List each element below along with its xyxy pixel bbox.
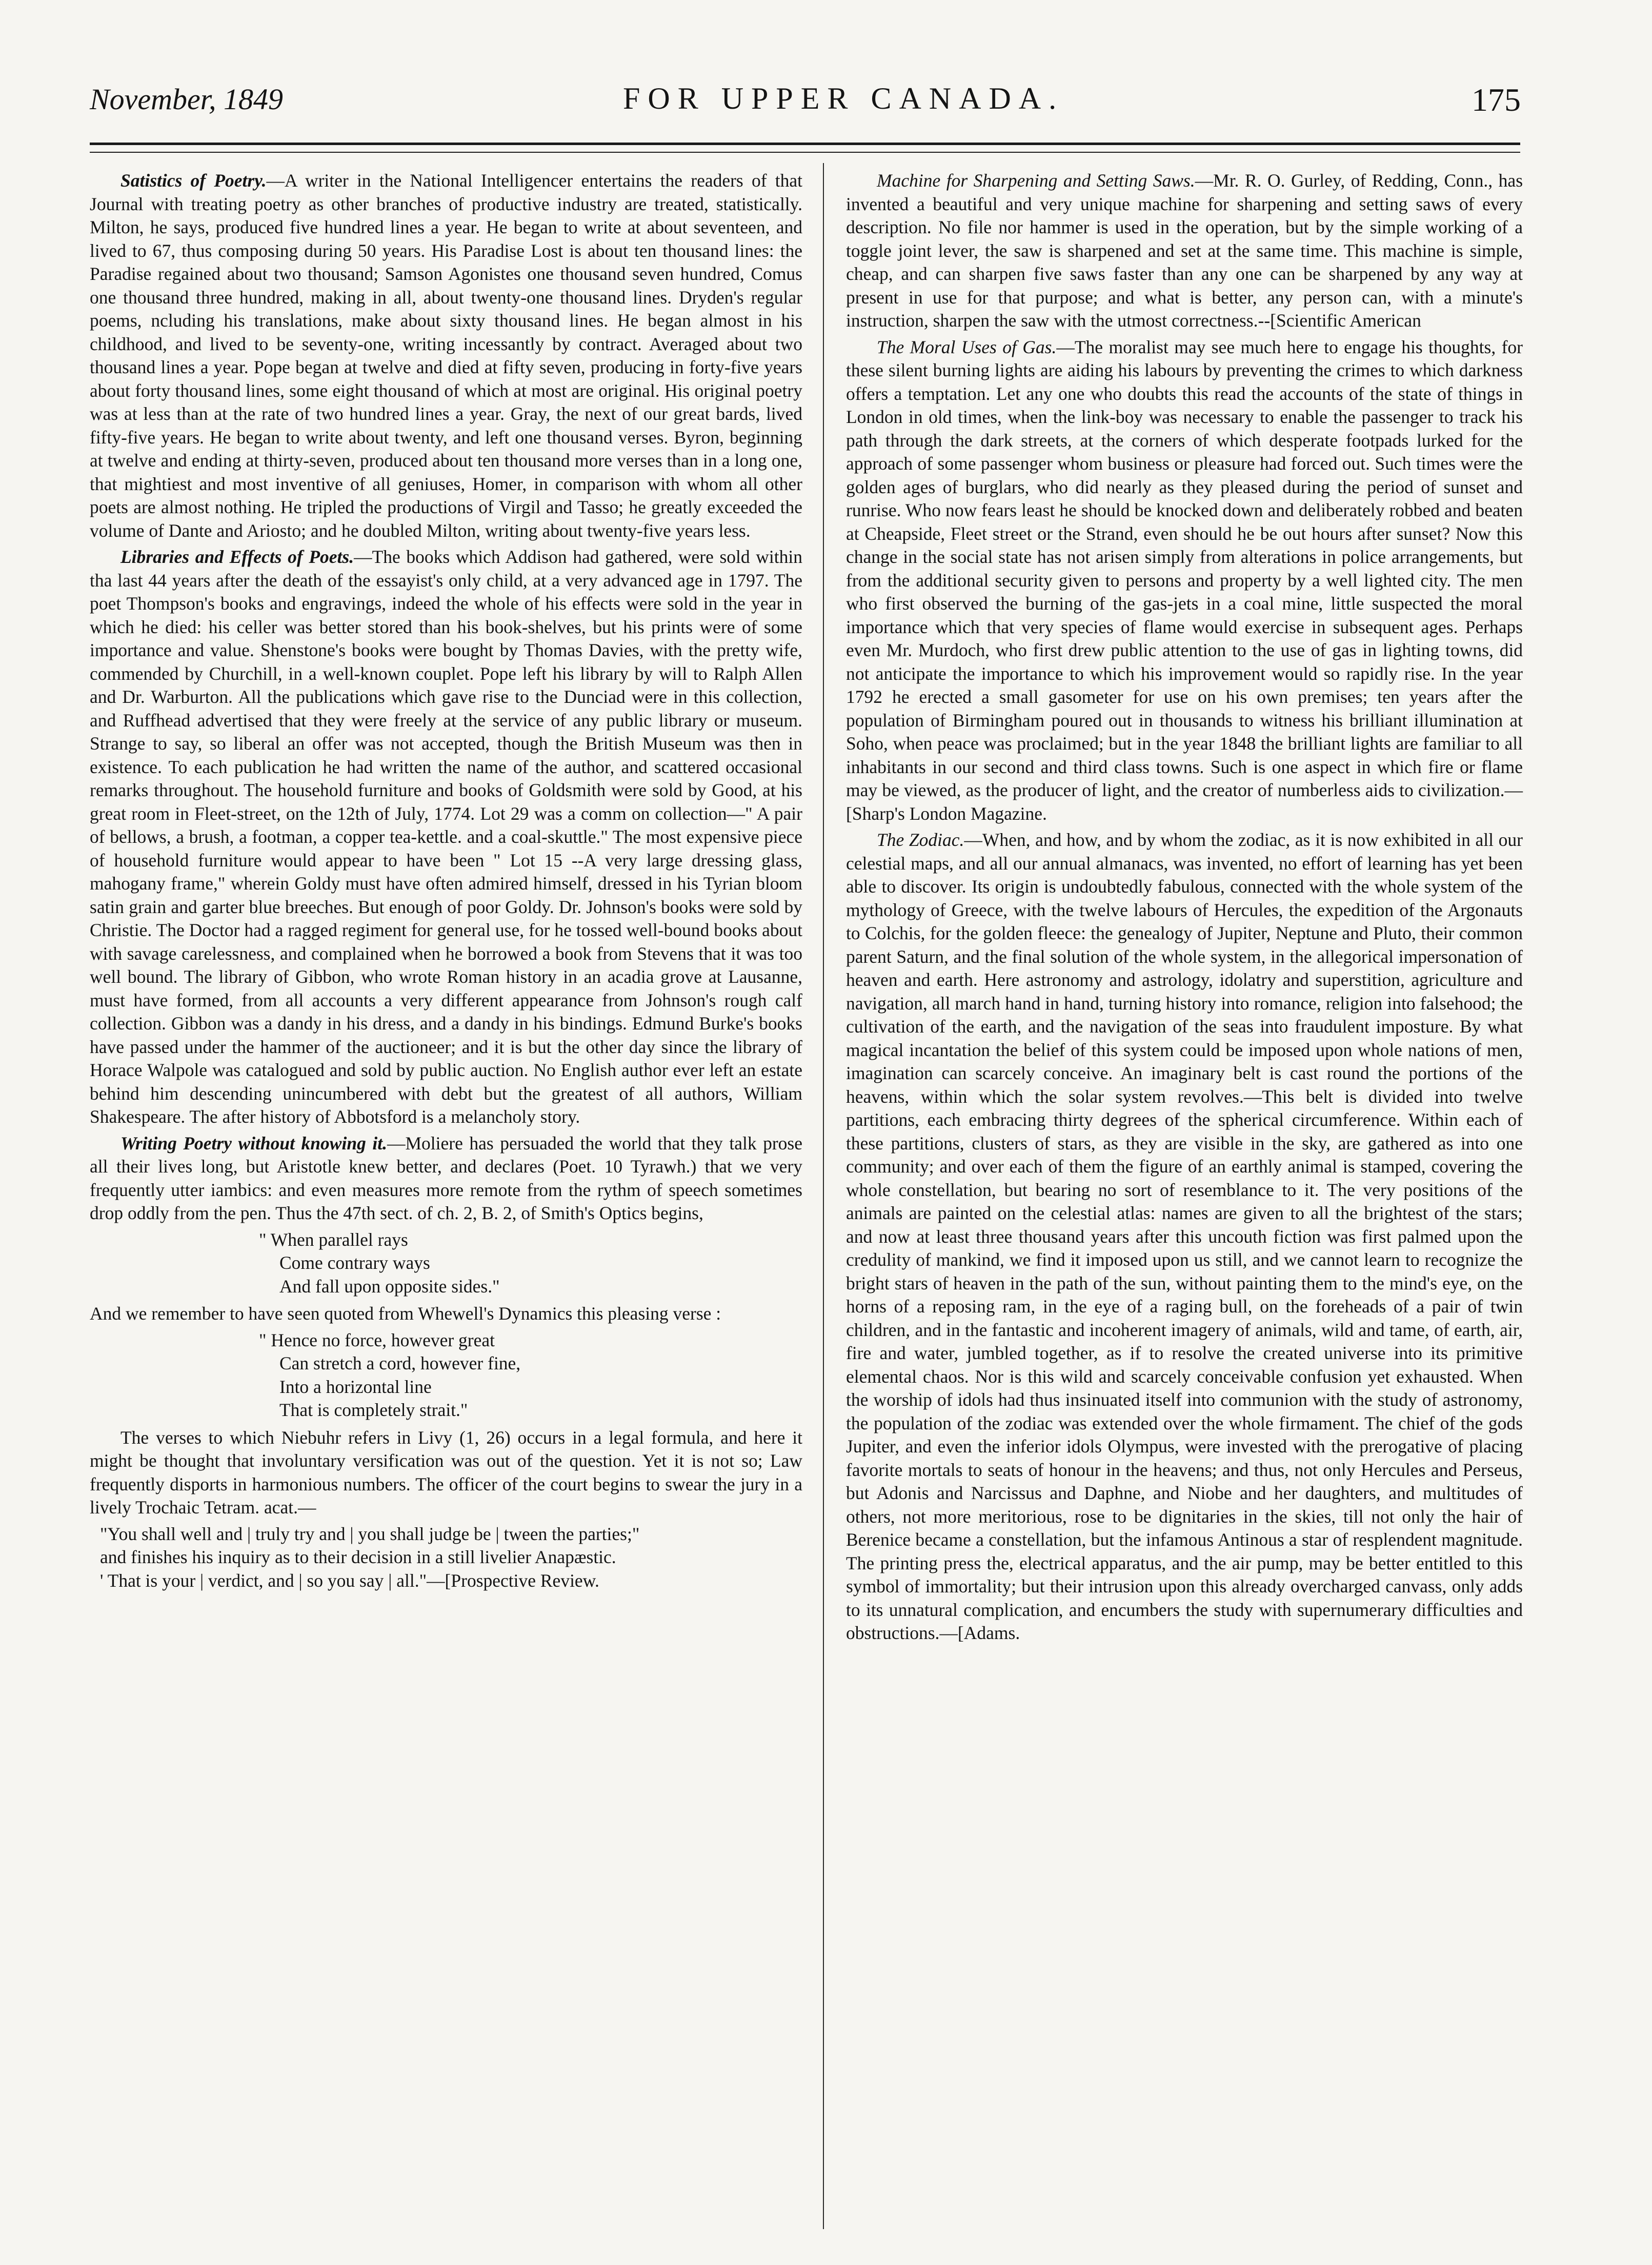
verse-line: Can stretch a cord, however fine, bbox=[279, 1353, 521, 1373]
right-column bbox=[846, 169, 1523, 1648]
verse-block bbox=[90, 1329, 802, 1422]
article-heading: The Zodiac. bbox=[877, 830, 964, 850]
verse-line: And fall upon opposite sides." bbox=[279, 1276, 500, 1297]
article-zodiac bbox=[846, 828, 1523, 1645]
article-writing-poetry bbox=[90, 1132, 802, 1225]
header-date: November, 1849 bbox=[90, 83, 283, 116]
left-column bbox=[90, 169, 802, 1592]
verse-line: That is completely strait." bbox=[279, 1400, 468, 1420]
article-body: —The books which Addison had gathered, were sold within tha last 44 years after the death of the essayist's only child, at a very advanced age in 1797. The poet Thompson's books and engravings, indeed the whole of his effects were sold in the year in which he died: his celler was better stored than his book-shelves, but his prints were of some importance and value. Shenstone's books were bought by Thomas Davies, with the pretty wife, commended by Churchill, in a well-known couplet. Pope left his library by will to Ralph Allen and Dr. Warburton. All the publications which gave rise to the Dunciad were in this collection, and Ruffhead advertised that they were freely at the service of any public library or museum. Strange to say, so liberal an offer was not accepted, though the British Museum was then in existence. To each publication he had written the name of the author, and scattered occasional remarks throughout. The household furniture and books of Goldsmith were sold by Good, at his great room in Fleet-street, on the 12th of July, 1774. Lot 29 was a comm on collection—" A pair of bellows, a brush, a footman, a copper tea-kettle. and a coal-skuttle." The most expensive piece of household furniture would appear to have been " Lot 15 --A very large dressing glass, mahogany frame," wherein Goldy must have often admired himself, dressed in his Tyrian bloom satin grain and garter blue breeches. But enough of poor Goldy. Dr. Johnson's books were sold by Christie. The Doctor had a ragged regiment for general use, for he tossed well-bound books about with savage carelessness, and complained when he borrowed a book from Stevens that it was too well bound. The library of Gibbon, who wrote Roman history in an acadia grove at Lausanne, must have formed, from all accounts a very different appearance from Johnson's rough calf collection. Gibbon was a dandy in his dress, and a dandy in his bindings. Edmund Burke's books have passed under the hammer of the auctioneer; and it is but the other day since the library of Horace Walpole was catalogued and sold by public auction. No English author ever left an estate behind him descending unincumbered with debt but the greatest of all authors, William Shakespeare. The after history of Abbotsford is a melancholy story. bbox=[90, 547, 802, 1127]
verse-line: " When parallel rays bbox=[259, 1229, 408, 1250]
header-title: FOR UPPER CANADA. bbox=[623, 82, 1064, 115]
header-rule-thick bbox=[90, 143, 1520, 145]
article-heading: Libraries and Effects of Poets. bbox=[120, 547, 354, 567]
verse-line: Into a horizontal line bbox=[279, 1376, 432, 1397]
article-body: —When, and how, and by whom the zodiac, as it is now exhibited in all our celestial maps, and all our annual almanacs, was invented, no effort of learning has yet been able to discover. Its origin is undoubtedly fabulous, connected with the whole system of the mythology of Greece, with the twelve labours of Hercules, the expedition of the Argonauts to Colchis, for the golden fleece: the genealogy of Jupiter, Neptune and Pluto, their common parent Saturn, and the final solution of the whole system, in the allegorical impersonation of heaven and earth. Here astronomy and astrology, idolatry and superstition, agriculture and navigation, all march hand in hand, turning history into romance, religion into falsehood; the cultivation of the earth, and the navigation of the seas into fraudulent imposture. By what magical incantation the belief of this system could be imposed upon whole nations of men, imagination can scarcely conceive. An imaginary belt is cast round the portions of the heavens, within which the solar system revolves.—This belt is divided into twelve partitions, each embracing thirty degrees of the spherical circumference. Within each of these partitions, clusters of stars, as they are visible in the sky, are gathered as into one community; and over each of them the figure of an earthly animal is stamped, covering the whole constellation, but bearing no sort of resemblance to it. The very positions of the animals are painted on the celestial atlas: names are given to all the brightest of the stars; and now at least three thousand years after this uncouth fiction was first palmed upon the credulity of mankind, we find it imposed upon us still, and we cannot learn to recognize the bright stars of heaven in the path of the sun, without painting them to the mind's eye, on the horns of a reposing ram, in the eye of a raging bull, on the foreheads of a pair of twin children, and in the fantastic and incoherent imagery of animals, wild and tame, of earth, air, fire and water, jumbled together, as if to resolve the created universe into its primitive elemental chaos. Nor is this wild and scarcely conceivable confusion yet exhausted. When the worship of idols had thus insinuated itself into communion with the study of astronomy, the population of the zodiac was extended over the whole firmament. The chief of the gods Jupiter, and even the inferior idols Olympus, were invested with the prerogative of placing favorite mortals to seats of honour in the heavens; and thus, not only Hercules and Perseus, but Adonis and Narcissus and Daphne, and Niobe and her daughters, and multitudes of others, not more meritorious, rose to be dignitaries in the skies, till not only the hair of Berenice became a constellation, but the infamous Antinous a star of resplendent magnitude. The printing press the, electrical apparatus, and the air pump, may be better entitled to this symbol of immortality; but their intrusion upon this already overcharged canvass, only adds to its unnatural complication, and encumbers the study with supernumerary difficulties and obstructions.—[Adams. bbox=[846, 830, 1523, 1643]
quote-line: and finishes his inquiry as to their decision in a still livelier Anapæstic. bbox=[100, 1547, 616, 1567]
article-body: —The moralist may see much here to engage his thoughts, for these silent burning lights are aiding his labours by preventing the crimes to which darkness offers a temptation. Let any one who doubts this read the accounts of the state of things in London in old times, when the link-boy was necessary to enable the passenger to track his path through the dark streets, at the corners of which desperate footpads lurked for the approach of some passenger whom business or pleasure had forced out. Such times were the golden ages of burglars, who did nearly as they pleased during the period of sunset and runrise. Who now fears least he should be knocked down and deliberately robbed and beaten at Cheapside, Fleet street or the Strand, even should he be out hours after sunset? Now this change in the social state has not arisen simply from alterations in police arrangements, but from the additional security given to persons and property by a well lighted city. The men who first observed the burning of the gas-jets in a coal mine, little suspected the moral importance which that very species of flame would exercise in subsequent ages. Perhaps even Mr. Murdoch, who first drew public attention to the use of gas in lighting towns, did not anticipate the importance to which his improvement would so rapidly rise. In the year 1792 he erected a small gasometer for use on his own premises; ten years after the population of Birmingham poured out in thousands to witness his brilliant illumination at Soho, when peace was proclaimed; but in the year 1848 the brilliant lights are familiar to all inhabitants in our second and third class towns. Such is one aspect in which fire or flame may be viewed, as the producer of light, and the creator of numberless aids to civilization.—[Sharp's London Magazine. bbox=[846, 336, 1523, 824]
article-body: —Mr. R. O. Gurley, of Redding, Conn., has invented a beautiful and very unique machine for sharpening and setting saws of every description. No file nor hammer is used in the operation, but by the simple working of a toggle joint lever, the saw is sharpened and set at the same time. This machine is simple, cheap, and can sharpen five saws faster than any one can be sharpened by any way at present in use for that purpose; and what is better, any person can, with a minute's instruction, sharpen the saw with the utmost correctness.--[Scientific American bbox=[846, 170, 1523, 331]
article-body: —Moliere has persuaded the world that they talk prose all their lives long, but Aristotle knew better, and declares (Poet. 10 Tyrawh.) that we very frequently utter iambics: and even measures more remote from the rythm of speech sometimes drop oddly from the pen. Thus the 47th sect. of ch. 2, B. 2, of Smith's Optics begins, bbox=[90, 1132, 802, 1223]
article-heading: Machine for Sharpening and Setting Saws. bbox=[877, 170, 1195, 191]
article-moral-uses-of-gas bbox=[846, 336, 1523, 826]
verse-block bbox=[90, 1228, 802, 1299]
header-rule-thin bbox=[90, 152, 1520, 153]
article-statistics-of-poetry bbox=[90, 169, 802, 542]
article-libraries-of-poets bbox=[90, 545, 802, 1129]
page-number: 175 bbox=[1472, 82, 1521, 118]
article-body: And we remember to have seen quoted from Whewell's Dynamics this pleasing verse : bbox=[90, 1303, 721, 1324]
article-body: —A writer in the National Intelligencer entertains the readers of that Journal with treating poetry as other branches of productive industry are treated, statistically. Milton, he says, produced five hundred lines a year. He began to write at about seventeen, and lived to 67, thus composing during 50 years. His Paradise Lost is about ten thousand lines: the Paradise regained about two thousand; Samson Agonistes one thousand seven hundred, Comus one thousand three hundred, making in all, about twenty-one thousand lines. Dryden's regular poems, ncluding his translations, make about sixty thousand lines. He began almost in his childhood, and lived to be seventy-one, writing incessantly by contract. Averaged about two thousand lines a year. Pope began at twelve and died at fifty seven, producing in forty-five years about forty thousand lines, some eight thousand of which at most are original. His original poetry was at less than at the rate of two hundred lines a year. Gray, the next of our great bards, lived fifty-five years. He began to write about twenty, and left one thousand verses. Byron, beginning at twelve and ending at thirty-seven, produced about ten thousand more verses than in a long one, that mightiest and most inventive of all geniuses, Homer, in comparison with whom all other poets are almost nothing. He tripled the productions of Virgil and Tasso; he greatly exceeded the volume of Dante and Ariosto; and he doubled Milton, writing about twenty-five years less. bbox=[90, 170, 802, 541]
verse-line: " Hence no force, however great bbox=[259, 1329, 495, 1350]
article-heading: The Moral Uses of Gas. bbox=[877, 336, 1057, 357]
article-heading: Satistics of Poetry. bbox=[120, 170, 267, 191]
article-body: The verses to which Niebuhr refers in Livy (1, 26) occurs in a legal formula, and here it might be thought that involuntary versification was out of the question. Yet it is not so; Law frequently disports in harmonious numbers. The officer of the court begins to swear the jury in a lively Trochaic Tetram. acat.— bbox=[90, 1427, 802, 1518]
quote-line: ' That is your | verdict, and | so you say | all."—[Prospective Review. bbox=[100, 1570, 599, 1591]
article-heading: Writing Poetry without knowing it. bbox=[120, 1132, 387, 1154]
article-sharpening-saws bbox=[846, 169, 1523, 333]
column-divider bbox=[823, 163, 824, 2229]
verse-line: Come contrary ways bbox=[279, 1252, 430, 1273]
quote-line: "You shall well and | truly try and | you shall judge be | tween the parties;" bbox=[100, 1523, 640, 1544]
